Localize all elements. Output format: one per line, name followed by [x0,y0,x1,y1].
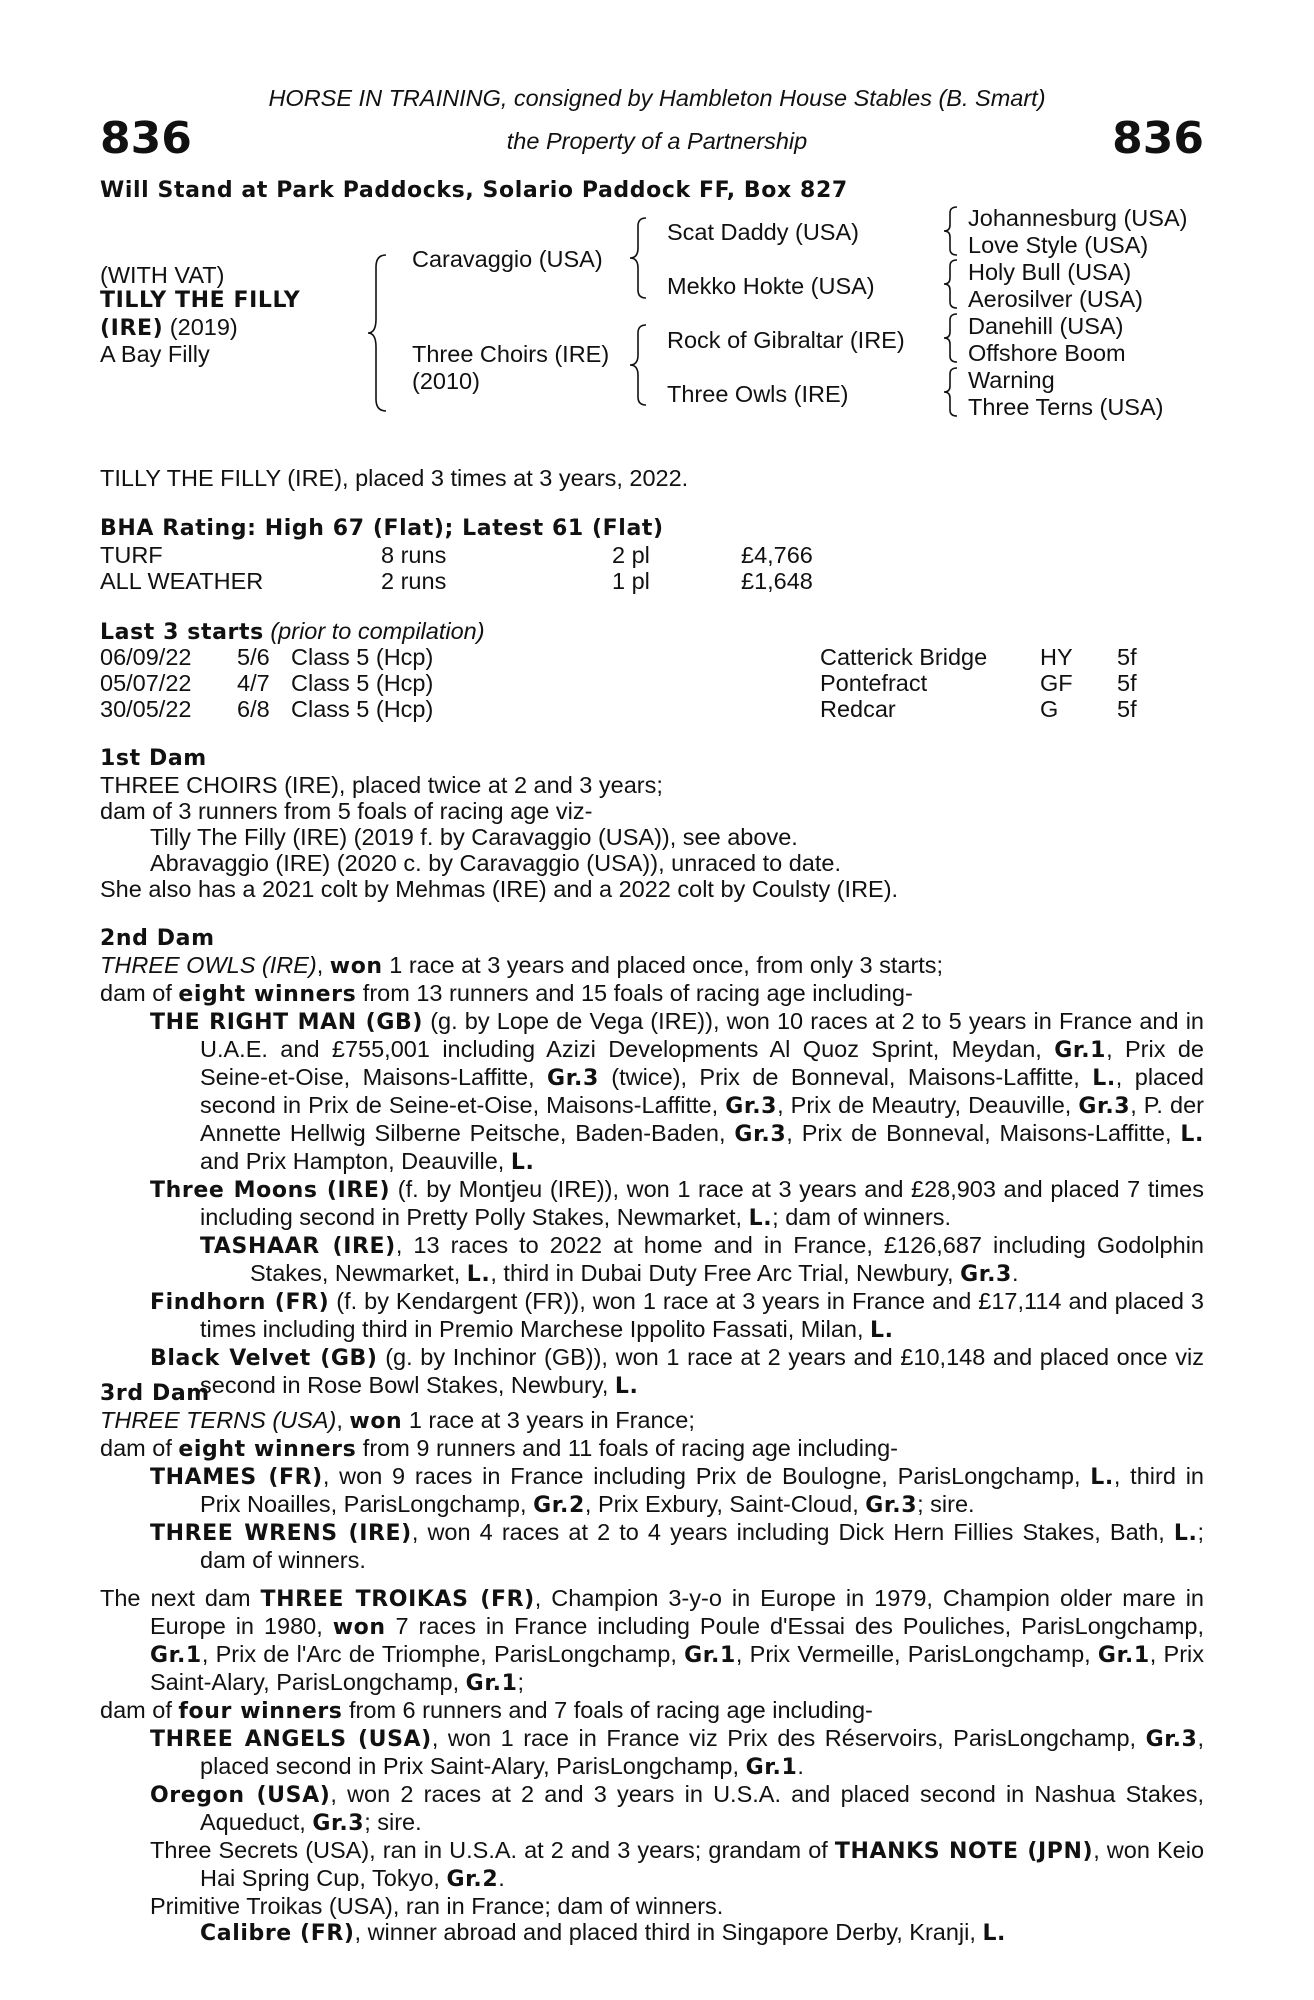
g3-1: Love Style (USA) [968,232,1149,258]
brace-dam [632,325,652,405]
text: , Prix Exbury, Saint-Cloud, [584,1491,866,1517]
second-dam-line [100,980,1204,1008]
text: ; sire. [917,1491,975,1517]
grade: L. [614,1374,639,1399]
text: , placed second in Prix de Seine-et-Oise, Maisons-Laffitte, [200,1064,1204,1118]
runs: 8 runs [381,542,447,568]
first-dam-title: 1st Dam [100,746,207,771]
grade: Gr.1 [150,1643,202,1668]
grade: Gr.2 [533,1493,585,1518]
text: 7 races in France including Poule d'Essai des Pouliches, ParisLongchamp, [385,1613,1204,1639]
text: 1 race at 3 years and placed once, from only 3 starts; [382,952,944,978]
sire: Caravaggio (USA) [412,246,603,272]
start-date: 05/07/22 [100,670,192,696]
text: dam of [100,1435,179,1461]
produce-entry [100,1725,1204,1781]
start-course: Pontefract [820,670,928,696]
next-dam-section [100,1585,1204,1947]
produce-name: Three Moons (IRE) [150,1178,391,1203]
produce-entry: Primitive Troikas (USA), ran in France; dam of winners. [150,1893,724,1919]
header-property: the Property of a Partnership [506,128,808,154]
last-starts-label: Last 3 starts [100,620,264,645]
dam: Three Choirs (IRE) [412,341,610,367]
first-dam-line: THREE CHOIRS (IRE), placed twice at 2 and 3 years; [100,772,663,798]
text: , P. der Annette Hellwig Silberne Peitsche, Baden-Baden, [200,1092,1204,1146]
text: ; dam of winners. [200,1519,1204,1573]
header-consignor: HORSE IN TRAINING, consigned by Hambleton House Stables (B. Smart) [268,85,1046,111]
lot-number-left: 836 [100,113,192,164]
text: , placed second in Prix Saint-Alary, ParisLongchamp, [200,1725,1204,1779]
sep: , [336,1407,350,1433]
produce-name: THE RIGHT MAN (GB) [150,1010,424,1035]
brace-g3-2 [945,260,961,308]
produce-name: THREE WRENS (IRE) [150,1521,412,1546]
produce-entry [100,1781,1204,1837]
grade: Gr.2 [446,1867,499,1892]
text: (f. by Kendargent (FR)), won 1 race at 3 years in France and £17,114 and placed 3 times including third in Premio Marchese Ippolito Fassati, Milan, [200,1288,1204,1342]
grade: Gr.3 [734,1122,787,1147]
winners-count: eight winners [178,982,357,1007]
grade: L. [982,1921,1007,1946]
produce-entry [100,1232,1204,1288]
first-dam-produce: Tilly The Filly (IRE) (2019 f. by Caravaggio (USA)), see above. [150,824,798,850]
produce-entry [100,1008,1204,1176]
second-dam-section [100,926,1204,1400]
grade: L. [1180,1122,1204,1147]
text: , winner abroad and placed third in Singapore Derby, Kranji, [354,1919,983,1945]
produce-name: THREE ANGELS (USA) [150,1727,432,1752]
text: ; sire. [364,1809,422,1835]
horse-name-line2 [100,314,238,342]
grade: Gr.3 [1145,1727,1198,1752]
grade: Gr.3 [547,1066,599,1091]
stand-location: Will Stand at Park Paddocks, Solario Paddock FF, Box 827 [100,178,848,203]
g3-4: Danehill (USA) [968,313,1124,339]
g3-7: Three Terns (USA) [968,394,1164,420]
horse-country: (IRE) [100,316,164,341]
text: ; [517,1669,525,1695]
surface: TURF [100,542,163,568]
last-starts-note: (prior to compilation) [263,618,485,644]
produce-name: Oregon (USA) [150,1783,331,1808]
start-going: HY [1040,644,1073,670]
dam-year: (2010) [412,368,480,394]
text: (g. by Inchinor (GB)), won 1 race at 2 years and £10,148 and placed once viz second in Rose Bowl Stakes, Newbury, [200,1344,1204,1398]
start-going: GF [1040,670,1073,696]
text: , won 9 races in France including Prix de Boulogne, ParisLongchamp, [322,1463,1091,1489]
second-dam-name: THREE OWLS (IRE) [100,952,317,978]
grade: L. [510,1150,535,1175]
prize: £4,766 [741,542,813,568]
won-label: won [349,1409,403,1434]
start-row [0,644,1314,670]
text: . [1011,1260,1019,1286]
brace-main [370,255,390,411]
text: from 9 runners and 11 foals of racing age including- [356,1435,898,1461]
text: , Prix Saint-Alary, ParisLongchamp, [150,1641,1204,1695]
sire-dam: Mekko Hokte (USA) [667,273,875,299]
grade: Gr.3 [725,1094,778,1119]
second-dam-title: 2nd Dam [100,926,215,951]
horse-year: (2019) [163,314,238,340]
start-course: Catterick Bridge [820,644,988,670]
first-dam-section [100,746,1204,902]
brace-sire [632,218,652,298]
start-class: Class 5 (Hcp) [291,696,434,722]
text: The next dam [100,1585,261,1611]
next-dam-paragraph [100,1585,1204,1697]
start-going: G [1040,696,1059,722]
grade: Gr.1 [684,1643,736,1668]
produce-name: Calibre (FR) [200,1921,355,1946]
text: , Champion 3-y-o in Europe in 1979, Champion older mare in Europe in 1980, [150,1585,1204,1639]
start-row [0,670,1314,696]
brace-g3-3 [945,314,961,362]
text: (g. by Lope de Vega (IRE)), won 10 races at 2 to 5 years in France and in U.A.E. and £755,001 including Azizi Developments Al Quoz Sprint, Meydan, [200,1008,1204,1062]
text: , Prix de l'Arc de Triomphe, ParisLongchamp, [201,1641,685,1667]
third-dam-line [100,1435,1204,1463]
text: . [797,1753,804,1779]
start-position: 6/8 [237,696,270,722]
grade: L. [870,1318,894,1343]
text: 1 race at 3 years in France; [402,1407,695,1433]
dam-dam: Three Owls (IRE) [667,381,849,407]
start-distance: 5f [1117,696,1137,722]
grade: L. [1173,1521,1198,1546]
surface: ALL WEATHER [100,568,264,594]
text: from 13 runners and 15 foals of racing age including- [356,980,913,1006]
grade: Gr.3 [865,1493,918,1518]
next-dam-name: THREE TROIKAS (FR) [260,1587,535,1612]
text: , 13 races to 2022 at home and in France, £126,687 including Godolphin Stakes, Newmarket, [250,1232,1204,1286]
produce-name: TASHAAR (IRE) [200,1234,396,1259]
produce-name: THAMES (FR) [150,1465,323,1490]
start-row [0,696,1314,722]
grade: Gr.3 [960,1262,1012,1287]
won-label: won [329,954,383,979]
produce-name: Black Velvet (GB) [150,1346,378,1371]
start-distance: 5f [1117,670,1137,696]
race-summary: TILLY THE FILLY (IRE), placed 3 times at 3 years, 2022. [100,465,689,491]
third-dam-name: THREE TERNS (USA) [100,1407,337,1433]
produce-name: Findhorn (FR) [150,1290,330,1315]
brace-g3-1 [945,207,961,255]
text: , won 1 race in France viz Prix des Réservoirs, ParisLongchamp, [431,1725,1146,1751]
placed: 2 pl [612,542,650,568]
rating-row [0,542,1314,568]
start-position: 5/6 [237,644,270,670]
produce-entry [100,1519,1204,1573]
winners-count: four winners [178,1699,343,1724]
runs: 2 runs [381,568,447,594]
third-dam-section [100,1381,1204,1573]
text: , won Keio Hai Spring Cup, Tokyo, [200,1837,1205,1891]
text: , third in Dubai Duty Free Arc Trial, Newbury, [490,1260,961,1286]
produce-entry [100,1288,1204,1344]
text: , Prix de Bonneval, Maisons-Laffitte, [786,1120,1181,1146]
text: from 6 runners and 7 foals of racing age including- [342,1697,873,1723]
text: and Prix Hampton, Deauville, [200,1148,511,1174]
grade: Gr.1 [1054,1038,1107,1063]
grade: Gr.1 [1097,1643,1150,1668]
text: (f. by Montjeu (IRE)), won 1 race at 3 years and £28,903 and placed 7 times including second in Pretty Polly Stakes, Newmarket, [200,1176,1204,1230]
horse-description: A Bay Filly [100,341,210,367]
start-date: 06/09/22 [100,644,192,670]
text: Three Secrets (USA), ran in U.S.A. at 2 and 3 years; grandam of [150,1837,835,1863]
first-dam-line: dam of 3 runners from 5 foals of racing age viz- [100,798,593,824]
text: , won 2 races at 2 and 3 years in U.S.A. and placed second in Nashua Stakes, Aqueduct, [200,1781,1204,1835]
produce-entry [100,1919,1204,1947]
grade: L. [466,1262,491,1287]
sep: , [316,952,330,978]
start-position: 4/7 [237,670,270,696]
start-distance: 5f [1117,644,1137,670]
g3-6: Warning [968,367,1055,393]
next-dam-line [100,1697,1204,1725]
text: , third in Prix Noailles, ParisLongchamp, [200,1463,1204,1517]
third-dam-line [100,1407,1204,1435]
start-class: Class 5 (Hcp) [291,670,434,696]
brace-g3-4 [945,368,961,416]
text: . [498,1865,505,1891]
text: , Prix de Meautry, Deauville, [777,1092,1079,1118]
last-starts-title [100,618,485,646]
text: (twice), Prix de Bonneval, Maisons-Laffitte, [598,1064,1093,1090]
text: , Prix Vermeille, ParisLongchamp, [735,1641,1098,1667]
text: dam of [100,980,179,1006]
text: dam of [100,1697,179,1723]
grade: L. [1090,1465,1114,1490]
placed: 1 pl [612,568,650,594]
produce-entry [100,1463,1204,1519]
start-date: 30/05/22 [100,696,192,722]
g3-5: Offshore Boom [968,340,1126,366]
text: , Prix de Seine-et-Oise, Maisons-Laffitte, [200,1036,1204,1090]
g3-3: Aerosilver (USA) [968,286,1143,312]
grade: Gr.1 [465,1671,518,1696]
g3-2: Holy Bull (USA) [968,259,1132,285]
vat-label: (WITH VAT) [100,262,225,288]
rating-row [0,568,1314,594]
prize: £1,648 [741,568,813,594]
winners-count: eight winners [178,1437,357,1462]
won-label: won [332,1615,386,1640]
grade: L. [748,1206,773,1231]
grade: Gr.1 [745,1755,798,1780]
text: , won 4 races at 2 to 4 years including Dick Hern Fillies Stakes, Bath, [411,1519,1174,1545]
g3-0: Johannesburg (USA) [968,205,1188,231]
rating-title: BHA Rating: High 67 (Flat); Latest 61 (Flat) [100,516,664,541]
produce-entry [100,1176,1204,1232]
grade: Gr.3 [1078,1094,1131,1119]
first-dam-produce: Abravaggio (IRE) (2020 c. by Caravaggio (USA)), unraced to date. [150,850,841,876]
text: ; dam of winners. [772,1204,952,1230]
second-dam-line [100,952,1204,980]
dam-sire: Rock of Gibraltar (IRE) [667,327,905,353]
horse-name: TILLY THE FILLY [100,288,301,313]
grade: L. [1092,1066,1116,1091]
produce-entry [100,1837,1204,1893]
third-dam-title: 3rd Dam [100,1381,210,1406]
grade: Gr.3 [312,1811,365,1836]
sire-sire: Scat Daddy (USA) [667,219,859,245]
lot-number-right: 836 [1112,113,1204,164]
produce-name: THANKS NOTE (JPN) [834,1839,1094,1864]
start-class: Class 5 (Hcp) [291,644,434,670]
start-course: Redcar [820,696,896,722]
first-dam-line: She also has a 2021 colt by Mehmas (IRE) and a 2022 colt by Coulsty (IRE). [100,876,899,902]
